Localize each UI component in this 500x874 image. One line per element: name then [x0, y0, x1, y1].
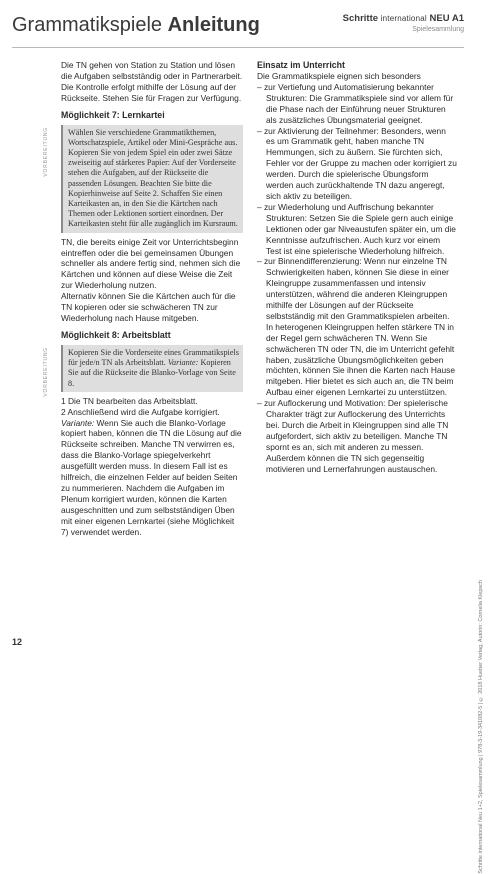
section-heading-einsatz: Einsatz im Unterricht: [257, 60, 345, 70]
preparation-text-m7: Wählen Sie verschiedene Grammatikthemen, Wortschatzspiele, Artikel oder Mini-Gespräche aus. Kopieren Sie von jedem Spiel ein oder zwei Sätze zweiseitig auf stärkeres Papier: Auf der Vorderseite stehen die Aufgaben, auf der Rückseite die passenden Lösungen. Beachten Sie bitte die Kopierhinweise auf Seite 2. Schaffen Sie einen Karteikasten an, in den Sie die Kärtchen nach Themen oder Lektionen sortiert einordnen. Der Karteikasten steht für alle zugänglich im Kursraum.: [68, 127, 238, 229]
series-international: international: [380, 14, 427, 23]
preparation-tag-m8: VORBEREITUNG: [43, 346, 49, 397]
section-heading-m7: Möglichkeit 7: Lernkartei: [61, 109, 165, 120]
list-item: – zur Binnendifferenzierung: Wenn nur einzelne TN Schwierigkeiten haben, können Sie diese in einer Kleingruppe zusammenfassen und intensiv unterstützen, während die anderen Kleingruppen mithilfe der Lösungen auf der Rückseite selbstständig mit den Grammatikspielen arbeiten. In heterogenen Kleingruppen helfen stärkere TN in der Regel gern schwächeren TN. Wenn Sie schwächeren TN oder TN, die im Unterricht gefehlt haben, zusätzliche Übungsmöglichkeiten geben möchten, können Sie ihnen die Karten nach Hause mitgeben. Hier bietet es sich auch an, die TN beim Aufbau einer eigenen Lernkartei zu unterstützen.: [257, 256, 456, 398]
variant-text: Wenn Sie auch die Blanko-Vorlage kopiert haben, können die TN die Lösung auf die Rückseite schreiben. Manche TN verwirren es, dass die Blanko-Vorlage spiegelverkehrt ausgefüllt werden muss. In diesem Fall ist es hilfreich, die einzelnen Felder auf beiden Seiten zu nummerieren. Nachdem die Aufgaben im Plenum korrigiert wurden, können die Karten ausgeschnitten und zum selbstständigen Üben mit einer eigenen Lernkartei (siehe Möglichkeit 7) verwendet werden.: [61, 417, 242, 537]
series-level: NEU A1: [429, 13, 464, 24]
variant-label-box: Variante:: [167, 358, 199, 368]
step-2: 2 Anschließend wird die Aufgabe korrigiert.: [61, 406, 220, 417]
title-light: Grammatikspiele: [12, 14, 163, 36]
page-number: 12: [12, 637, 23, 647]
left-column: [43, 60, 243, 538]
m7-paragraph-2: Alternativ können Sie die Kärtchen auch für die TN kopieren oder sie schwächeren TN zur Wiederholung nach Hause mitgeben.: [61, 291, 236, 323]
copyright-side-text: Schritte international Neu 1+2, Spielesammlung | 978-3-19-341082-5 | © 2018 Hueber Verlag, Autorin: Cornelia Klepsch: [478, 580, 484, 874]
list-item: – zur Aktivierung der Teilnehmer: Besonders, wenn es um Grammatik geht, haben manche TN Hemmungen, sich zu äußern. Sie fürchten sich, Fehler vor der Gruppe zu machen oder korrigiert zu werden. Durch die spielerische Übungsform werden auch zurückhaltende TN dazu angeregt, sich aktiv zu beteiligen.: [257, 125, 457, 201]
list-item: – zur Wiederholung und Auffrischung bekannter Strukturen: Setzen Sie die Spiele gern auch einige Lektionen oder gar Niveaustufen später ein, um die Kenntnisse aufzufrischen. Auch kurz vor einem Test ist eine spielerische Wiederholung hilfreich.: [257, 201, 456, 256]
right-column: [257, 60, 457, 475]
page-title: [12, 14, 260, 37]
m7-paragraph-1: TN, die bereits einige Zeit vor Unterrichtsbeginn eintreffen oder die bei gemeinsamen Übungen schneller als andere fertig sind, nehmen sich die Kärtchen und können auf diese Weise die Zeit zur Wiederholung nutzen.: [61, 236, 241, 291]
variant-paragraph: [61, 418, 243, 538]
preparation-tag: VORBEREITUNG: [43, 126, 49, 177]
section-heading-m8: Möglichkeit 8: Arbeitsblatt: [61, 329, 171, 340]
step-1: 1 Die TN bearbeiten das Arbeitsblatt.: [61, 395, 198, 406]
series-brand: Schritte: [342, 13, 379, 24]
variant-label: Variante:: [61, 417, 95, 428]
preparation-box-m8: [43, 345, 243, 397]
list-item: – zur Auflockerung und Motivation: Der spielerische Charakter trägt zur Auflockerung des Unterrichts bei. Durch die Arbeit in Kleingruppen sind alle TN aufgefordert, sich aktiv zu beteiligen. Manche TN spornt es an, sich mit anderen zu messen. Außerdem können die TN sich gegenseitig motivieren und Lernerfahrungen austauschen.: [257, 398, 449, 474]
title-bold: Anleitung: [167, 14, 260, 36]
series-subtitle: Spielesammlung: [412, 26, 464, 33]
einsatz-intro: Die Grammatikspiele eignen sich besonders: [257, 71, 421, 81]
preparation-box-m7: [43, 125, 243, 233]
header-divider: [12, 47, 464, 48]
variant-text-box: Kopieren Sie auf die Rückseite die Blanko-Vorlage von Seite 8.: [68, 358, 236, 388]
page-header: [0, 0, 500, 38]
list-item: – zur Vertiefung und Automatisierung bekannter Strukturen: Die Grammatikspiele sind vor allem für die Phase nach der Einführung neuer Strukturen als zusätzliches Übungsmaterial geeignet.: [257, 81, 454, 125]
preparation-line-m8: Kopieren Sie die Vorderseite eines Grammatikspiels für jede/n TN als Arbeitsblatt.: [68, 347, 239, 368]
intro-paragraph: Die TN gehen von Station zu Station und lösen die Aufgaben selbstständig oder in Partnerarbeit. Die Kontrolle erfolgt mithilfe der Lösung auf der Rückseite. Stehen Sie für Fragen zur Verfügung.: [61, 60, 243, 103]
series-name: [343, 13, 464, 24]
